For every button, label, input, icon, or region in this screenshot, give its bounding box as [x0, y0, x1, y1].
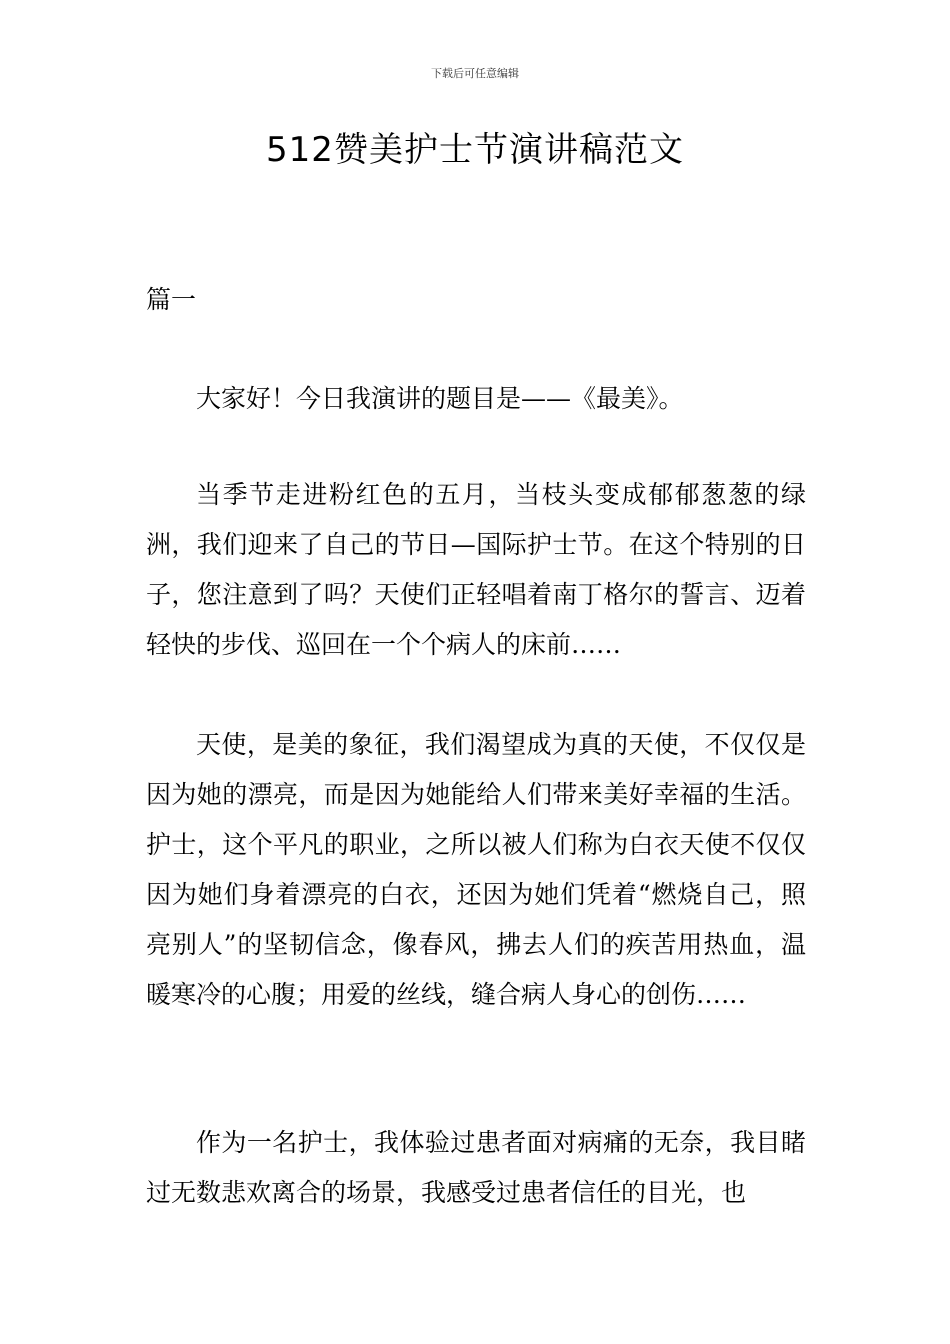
header-note: 下载后可任意编辑 — [431, 67, 519, 80]
paragraph-nurse-experience: 作为一名护士，我体验过患者面对病痛的无奈，我目睹过无数悲欢离合的场景，我感受过患者信任的目光，也 — [146, 1128, 806, 1207]
document-title: 512赞美护士节演讲稿范文 — [266, 130, 684, 170]
paragraph-may-season: 当季节走进粉红色的五月，当枝头变成郁郁葱葱的绿洲，我们迎来了自己的节日—国际护士节。在这个特别的日子，您注意到了吗？天使们正轻唱着南丁格尔的誓言、迈着轻快的步伐、巡回在一个个病人的床前…… — [146, 480, 806, 659]
paragraph-angel: 天使，是美的象征，我们渴望成为真的天使，不仅仅是因为她的漂亮，而是因为她能给人们带来美好幸福的生活。护士，这个平凡的职业，之所以被人们称为白衣天使不仅仅因为她们身着漂亮的白衣，还因为她们凭着“燃烧自己，照亮别人”的坚韧信念，像春风，拂去人们的疾苦用热血，温暖寒冷的心腹；用爱的丝线，缝合病人身心的创伤…… — [146, 730, 806, 1009]
paragraph-greeting: 大家好！今日我演讲的题目是——《最美》。 — [196, 384, 684, 413]
section-label: 篇一 — [146, 285, 197, 314]
